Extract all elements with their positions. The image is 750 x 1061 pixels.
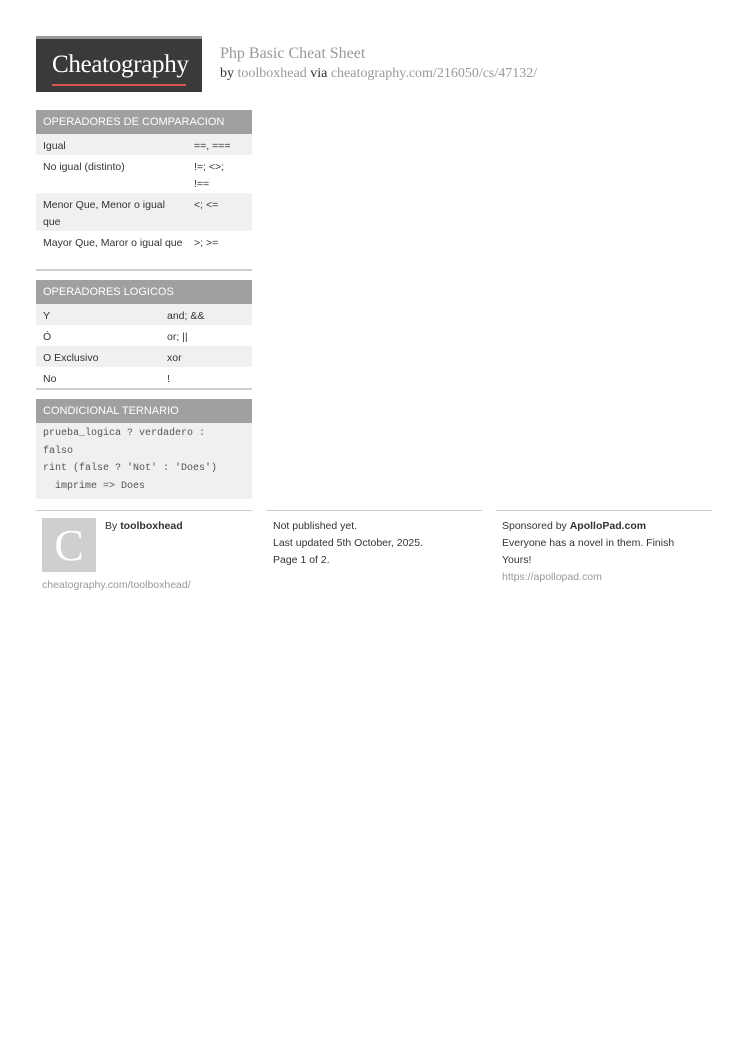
table-row — [36, 346, 252, 367]
row-value: and; && — [167, 310, 205, 322]
row-value: or; || — [167, 331, 188, 343]
byline-via: via — [310, 66, 328, 81]
row-value: !=; <>; !== — [194, 161, 225, 190]
row-label: O Exclusivo — [43, 352, 99, 364]
table-row — [36, 193, 252, 231]
footer-divider — [36, 510, 252, 511]
row-value: <; <= — [194, 199, 219, 211]
row-label: Mayor Que, Maror o igual que — [43, 237, 183, 249]
section-ternary — [36, 399, 252, 499]
footer-meta — [273, 518, 423, 569]
sponsored-by-label: Sponsored by — [502, 520, 567, 532]
footer-divider — [266, 510, 482, 511]
author-avatar[interactable]: C — [42, 518, 96, 572]
row-value: >; >= — [194, 237, 219, 249]
footer-author-url[interactable]: cheatography.com/toolboxhead/ — [42, 579, 191, 591]
logo-text: Cheatography — [52, 51, 189, 78]
section-title: CONDICIONAL TERNARIO — [36, 399, 252, 423]
section-divider — [36, 269, 252, 271]
section-comparison — [36, 110, 252, 271]
cheatography-logo[interactable] — [36, 36, 202, 92]
table-row — [36, 134, 252, 155]
sponsor-link[interactable]: ApolloPad.com — [569, 520, 647, 532]
table-row — [36, 325, 252, 346]
row-label: Ó — [43, 331, 52, 343]
page-number: Page 1 of 2. — [273, 554, 330, 566]
page-title: Php Basic Cheat Sheet — [220, 45, 366, 62]
sponsor-url[interactable]: https://apollopad.com — [502, 571, 602, 583]
row-label: Menor Que, Menor o igual que — [43, 199, 165, 228]
section-title: OPERADORES DE COMPARACION — [36, 110, 252, 134]
footer-sponsor — [502, 518, 702, 586]
table-row — [36, 231, 252, 269]
table-row — [36, 304, 252, 325]
row-value: ! — [167, 373, 170, 385]
code-block: prueba_logica ? verdadero : falso rint (false ? 'Not' : 'Does') imprime => Does — [36, 423, 252, 499]
footer-divider — [496, 510, 712, 511]
row-value: ==, === — [194, 140, 231, 152]
row-label: No igual (distinto) — [43, 161, 125, 173]
published-status: Not published yet. — [273, 520, 358, 532]
sponsor-text: Everyone has a novel in them. Finish Yours! — [502, 537, 675, 566]
section-divider — [36, 388, 252, 390]
byline-url-link[interactable]: cheatography.com/216050/cs/47132/ — [330, 66, 538, 81]
row-label: No — [43, 373, 57, 385]
footer-by: By — [105, 520, 118, 532]
logo-underline — [52, 84, 186, 86]
section-title: OPERADORES LOGICOS — [36, 280, 252, 304]
table-row — [36, 155, 252, 193]
footer-author-link[interactable]: toolboxhead — [120, 520, 183, 532]
byline-author-link[interactable]: toolboxhead — [237, 66, 307, 81]
row-label: Igual — [43, 140, 66, 152]
byline-by: by — [220, 66, 234, 81]
footer-author — [105, 518, 183, 535]
row-label: Y — [43, 310, 51, 322]
section-logical — [36, 280, 252, 390]
last-updated: Last updated 5th October, 2025. — [273, 537, 424, 549]
row-value: xor — [167, 352, 182, 364]
table-row — [36, 367, 252, 388]
byline — [220, 66, 537, 82]
